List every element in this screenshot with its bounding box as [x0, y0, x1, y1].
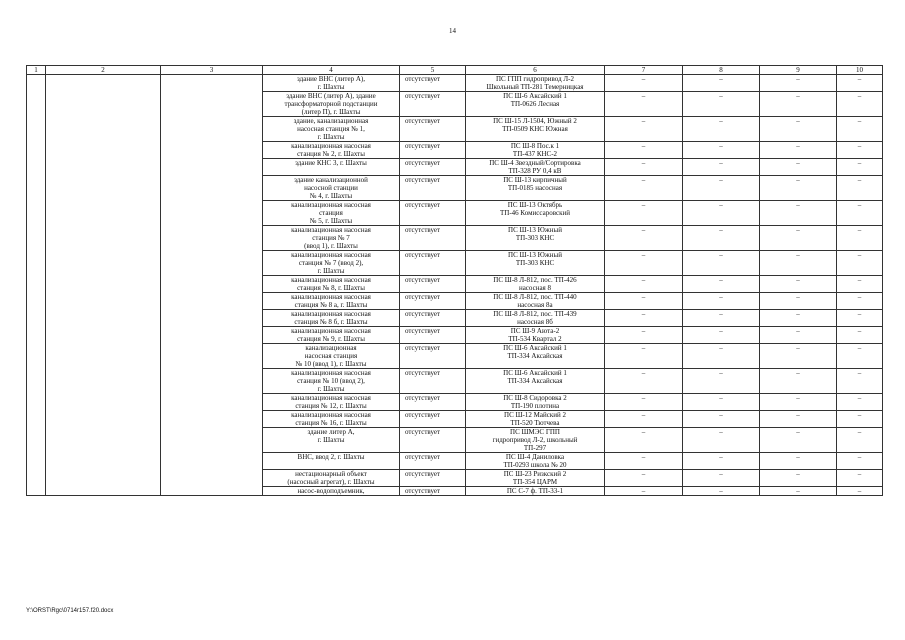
substation-cell: ПС Ш-8 Пос.к 1 ТП-437 КНС-2	[466, 142, 605, 159]
dash-cell: –	[605, 159, 683, 176]
substation-cell: ПС Ш-6 Аксайский 1 ТП-334 Аксайская	[466, 344, 605, 369]
column-header: 4	[263, 66, 400, 75]
status-cell: отсутствует	[400, 276, 466, 293]
object-name-cell: канализационная насосная станция № 7 (ввод 1), г. Шахты	[263, 226, 400, 251]
document-table	[26, 65, 883, 496]
status-cell: отсутствует	[400, 344, 466, 369]
object-name-cell: канализационная насосная станция № 16, г. Шахты	[263, 411, 400, 428]
dash-cell: –	[837, 428, 883, 453]
object-name-cell: здание КНС 3, г. Шахты	[263, 159, 400, 176]
dash-cell: –	[605, 251, 683, 276]
dash-cell: –	[683, 226, 760, 251]
dash-cell: –	[605, 327, 683, 344]
dash-cell: –	[837, 369, 883, 394]
object-name-cell: канализационная насосная станция № 10 (ввод 2), г. Шахты	[263, 369, 400, 394]
dash-cell: –	[683, 92, 760, 117]
dash-cell: –	[605, 428, 683, 453]
status-cell: отсутствует	[400, 310, 466, 327]
status-cell: отсутствует	[400, 394, 466, 411]
dash-cell: –	[605, 276, 683, 293]
dash-cell: –	[837, 92, 883, 117]
substation-cell: ПС Ш-13 Южный ТП-303 КНС	[466, 251, 605, 276]
dash-cell: –	[683, 411, 760, 428]
substation-cell: ПС Ш-9 Аюта-2 ТП-534 Квартал 2	[466, 327, 605, 344]
dash-cell: –	[760, 394, 837, 411]
substation-cell: ПС ГПП гидропривод Л-2 Школьный ТП-281 Темерницкая	[466, 75, 605, 92]
dash-cell: –	[683, 293, 760, 310]
dash-cell: –	[837, 226, 883, 251]
dash-cell: –	[683, 117, 760, 142]
status-cell: отсутствует	[400, 411, 466, 428]
status-cell: отсутствует	[400, 92, 466, 117]
substation-cell: ПС Ш-6 Аксайский 1 ТП-0626 Лесная	[466, 92, 605, 117]
dash-cell: –	[760, 142, 837, 159]
dash-cell: –	[605, 75, 683, 92]
column-header: 9	[760, 66, 837, 75]
dash-cell: –	[760, 428, 837, 453]
object-name-cell: здание канализационной насосной станции № 4, г. Шахты	[263, 176, 400, 201]
dash-cell: –	[760, 293, 837, 310]
dash-cell: –	[605, 453, 683, 470]
dash-cell: –	[760, 487, 837, 496]
object-name-cell: канализационная насосная станция № 9, г. Шахты	[263, 327, 400, 344]
dash-cell: –	[683, 176, 760, 201]
object-name-cell: канализационная насосная станция № 2, г. Шахты	[263, 142, 400, 159]
status-cell: отсутствует	[400, 75, 466, 92]
dash-cell: –	[683, 75, 760, 92]
column-header: 6	[466, 66, 605, 75]
substation-cell: ПС Ш-13 Южный ТП-303 КНС	[466, 226, 605, 251]
dash-cell: –	[760, 117, 837, 142]
dash-cell: –	[760, 411, 837, 428]
status-cell: отсутствует	[400, 369, 466, 394]
object-name-cell: здание ВНС (литер А), г. Шахты	[263, 75, 400, 92]
dash-cell: –	[837, 201, 883, 226]
dash-cell: –	[760, 251, 837, 276]
status-cell: отсутствует	[400, 159, 466, 176]
col1-cell	[27, 75, 46, 496]
substation-cell: ПС Ш-8 Сидоровка 2 ТП-190 плотина	[466, 394, 605, 411]
substation-cell: ПС ШМЭС ГПП гидропривод Л-2, школьный ТП-297	[466, 428, 605, 453]
dash-cell: –	[760, 310, 837, 327]
column-header: 8	[683, 66, 760, 75]
object-name-cell: насос-водоподъемник,	[263, 487, 400, 496]
status-cell: отсутствует	[400, 201, 466, 226]
dash-cell: –	[837, 344, 883, 369]
dash-cell: –	[605, 117, 683, 142]
dash-cell: –	[605, 176, 683, 201]
dash-cell: –	[760, 453, 837, 470]
dash-cell: –	[837, 310, 883, 327]
dash-cell: –	[605, 369, 683, 394]
status-cell: отсутствует	[400, 470, 466, 487]
dash-cell: –	[837, 176, 883, 201]
substation-cell: ПС Ш-13 кирпичный ТП-0185 насосная	[466, 176, 605, 201]
dash-cell: –	[760, 226, 837, 251]
header-row	[27, 66, 883, 75]
column-header: 7	[605, 66, 683, 75]
dash-cell: –	[605, 201, 683, 226]
dash-cell: –	[683, 428, 760, 453]
dash-cell: –	[605, 310, 683, 327]
substation-cell: ПС Ш-8 Л-812, пос. ТП-439 насосная 8б	[466, 310, 605, 327]
substation-cell: ПС Ш-12 Майский 2 ТП-520 Тютчева	[466, 411, 605, 428]
status-cell: отсутствует	[400, 453, 466, 470]
col3-cell	[161, 75, 263, 496]
dash-cell: –	[683, 470, 760, 487]
dash-cell: –	[683, 142, 760, 159]
dash-cell: –	[837, 276, 883, 293]
dash-cell: –	[683, 327, 760, 344]
substation-cell: ПС С-7 ф. ТП-33-1	[466, 487, 605, 496]
object-name-cell: канализационная насосная станция № 12, г. Шахты	[263, 394, 400, 411]
dash-cell: –	[760, 276, 837, 293]
status-cell: отсутствует	[400, 428, 466, 453]
substation-cell: ПС Ш-8 Л-812, пос. ТП-440 насосная 8а	[466, 293, 605, 310]
file-path-footer: Y:\ORST\Rgc\0714r157.f20.docx	[26, 608, 114, 614]
dash-cell: –	[683, 369, 760, 394]
dash-cell: –	[760, 470, 837, 487]
substation-cell: ПС Ш-13 Октябрь ТП-46 Комиссаровский	[466, 201, 605, 226]
column-header: 2	[46, 66, 161, 75]
dash-cell: –	[760, 201, 837, 226]
dash-cell: –	[683, 344, 760, 369]
dash-cell: –	[605, 293, 683, 310]
object-name-cell: канализационная насосная станция № 8 б, г. Шахты	[263, 310, 400, 327]
dash-cell: –	[837, 411, 883, 428]
dash-cell: –	[605, 411, 683, 428]
dash-cell: –	[837, 293, 883, 310]
page-number: 14	[449, 27, 456, 35]
dash-cell: –	[683, 201, 760, 226]
table-row	[27, 75, 883, 92]
substation-cell: ПС Ш-8 Л-812, пос. ТП-426 насосная 8	[466, 276, 605, 293]
column-header: 5	[400, 66, 466, 75]
dash-cell: –	[837, 487, 883, 496]
dash-cell: –	[605, 344, 683, 369]
column-header: 10	[837, 66, 883, 75]
column-header: 3	[161, 66, 263, 75]
dash-cell: –	[605, 487, 683, 496]
dash-cell: –	[760, 159, 837, 176]
object-name-cell: канализационная насосная станция № 8 а, г. Шахты	[263, 293, 400, 310]
dash-cell: –	[837, 470, 883, 487]
dash-cell: –	[837, 327, 883, 344]
object-name-cell: канализационная насосная станция № 8, г. Шахты	[263, 276, 400, 293]
status-cell: отсутствует	[400, 487, 466, 496]
status-cell: отсутствует	[400, 117, 466, 142]
dash-cell: –	[683, 251, 760, 276]
dash-cell: –	[683, 276, 760, 293]
dash-cell: –	[837, 142, 883, 159]
object-name-cell: здание литер А, г. Шахты	[263, 428, 400, 453]
dash-cell: –	[837, 453, 883, 470]
substation-cell: ПС Ш-15 Л-1504, Южный 2 ТП-0509 КНС Южная	[466, 117, 605, 142]
dash-cell: –	[760, 75, 837, 92]
dash-cell: –	[683, 310, 760, 327]
col2-cell	[46, 75, 161, 496]
dash-cell: –	[605, 142, 683, 159]
object-name-cell: канализационная насосная станция № 10 (ввод 1), г. Шахты	[263, 344, 400, 369]
dash-cell: –	[605, 470, 683, 487]
dash-cell: –	[683, 159, 760, 176]
dash-cell: –	[760, 176, 837, 201]
object-name-cell: здание ВНС (литер А), здание трансформаторной подстанции (литер П), г. Шахты	[263, 92, 400, 117]
dash-cell: –	[837, 75, 883, 92]
dash-cell: –	[605, 394, 683, 411]
substation-cell: ПС Ш-23 Ризкский 2 ТП-354 ЦАРМ	[466, 470, 605, 487]
dash-cell: –	[837, 117, 883, 142]
dash-cell: –	[760, 327, 837, 344]
status-cell: отсутствует	[400, 226, 466, 251]
dash-cell: –	[837, 159, 883, 176]
status-cell: отсутствует	[400, 176, 466, 201]
status-cell: отсутствует	[400, 293, 466, 310]
dash-cell: –	[605, 226, 683, 251]
dash-cell: –	[683, 394, 760, 411]
dash-cell: –	[605, 92, 683, 117]
status-cell: отсутствует	[400, 251, 466, 276]
status-cell: отсутствует	[400, 142, 466, 159]
dash-cell: –	[683, 487, 760, 496]
substation-cell: ПС Ш-4 Даниловка ТП-0293 школа № 20	[466, 453, 605, 470]
object-name-cell: канализационная насосная станция № 5, г. Шахты	[263, 201, 400, 226]
status-cell: отсутствует	[400, 327, 466, 344]
object-name-cell: ВНС, ввод 2, г. Шахты	[263, 453, 400, 470]
dash-cell: –	[837, 251, 883, 276]
object-name-cell: здание, канализационная насосная станция № 1, г. Шахты	[263, 117, 400, 142]
substation-cell: ПС Ш-4 Звездный/Сортировка ТП-328 РУ 0,4 кВ	[466, 159, 605, 176]
dash-cell: –	[683, 453, 760, 470]
dash-cell: –	[760, 344, 837, 369]
substation-cell: ПС Ш-6 Аксайский 1 ТП-334 Аксайская	[466, 369, 605, 394]
dash-cell: –	[760, 369, 837, 394]
dash-cell: –	[837, 394, 883, 411]
column-header: 1	[27, 66, 46, 75]
object-name-cell: канализационная насосная станция № 7 (ввод 2), г. Шахты	[263, 251, 400, 276]
dash-cell: –	[760, 92, 837, 117]
object-name-cell: нестационарный объект (насосный агрегат), г. Шахты	[263, 470, 400, 487]
